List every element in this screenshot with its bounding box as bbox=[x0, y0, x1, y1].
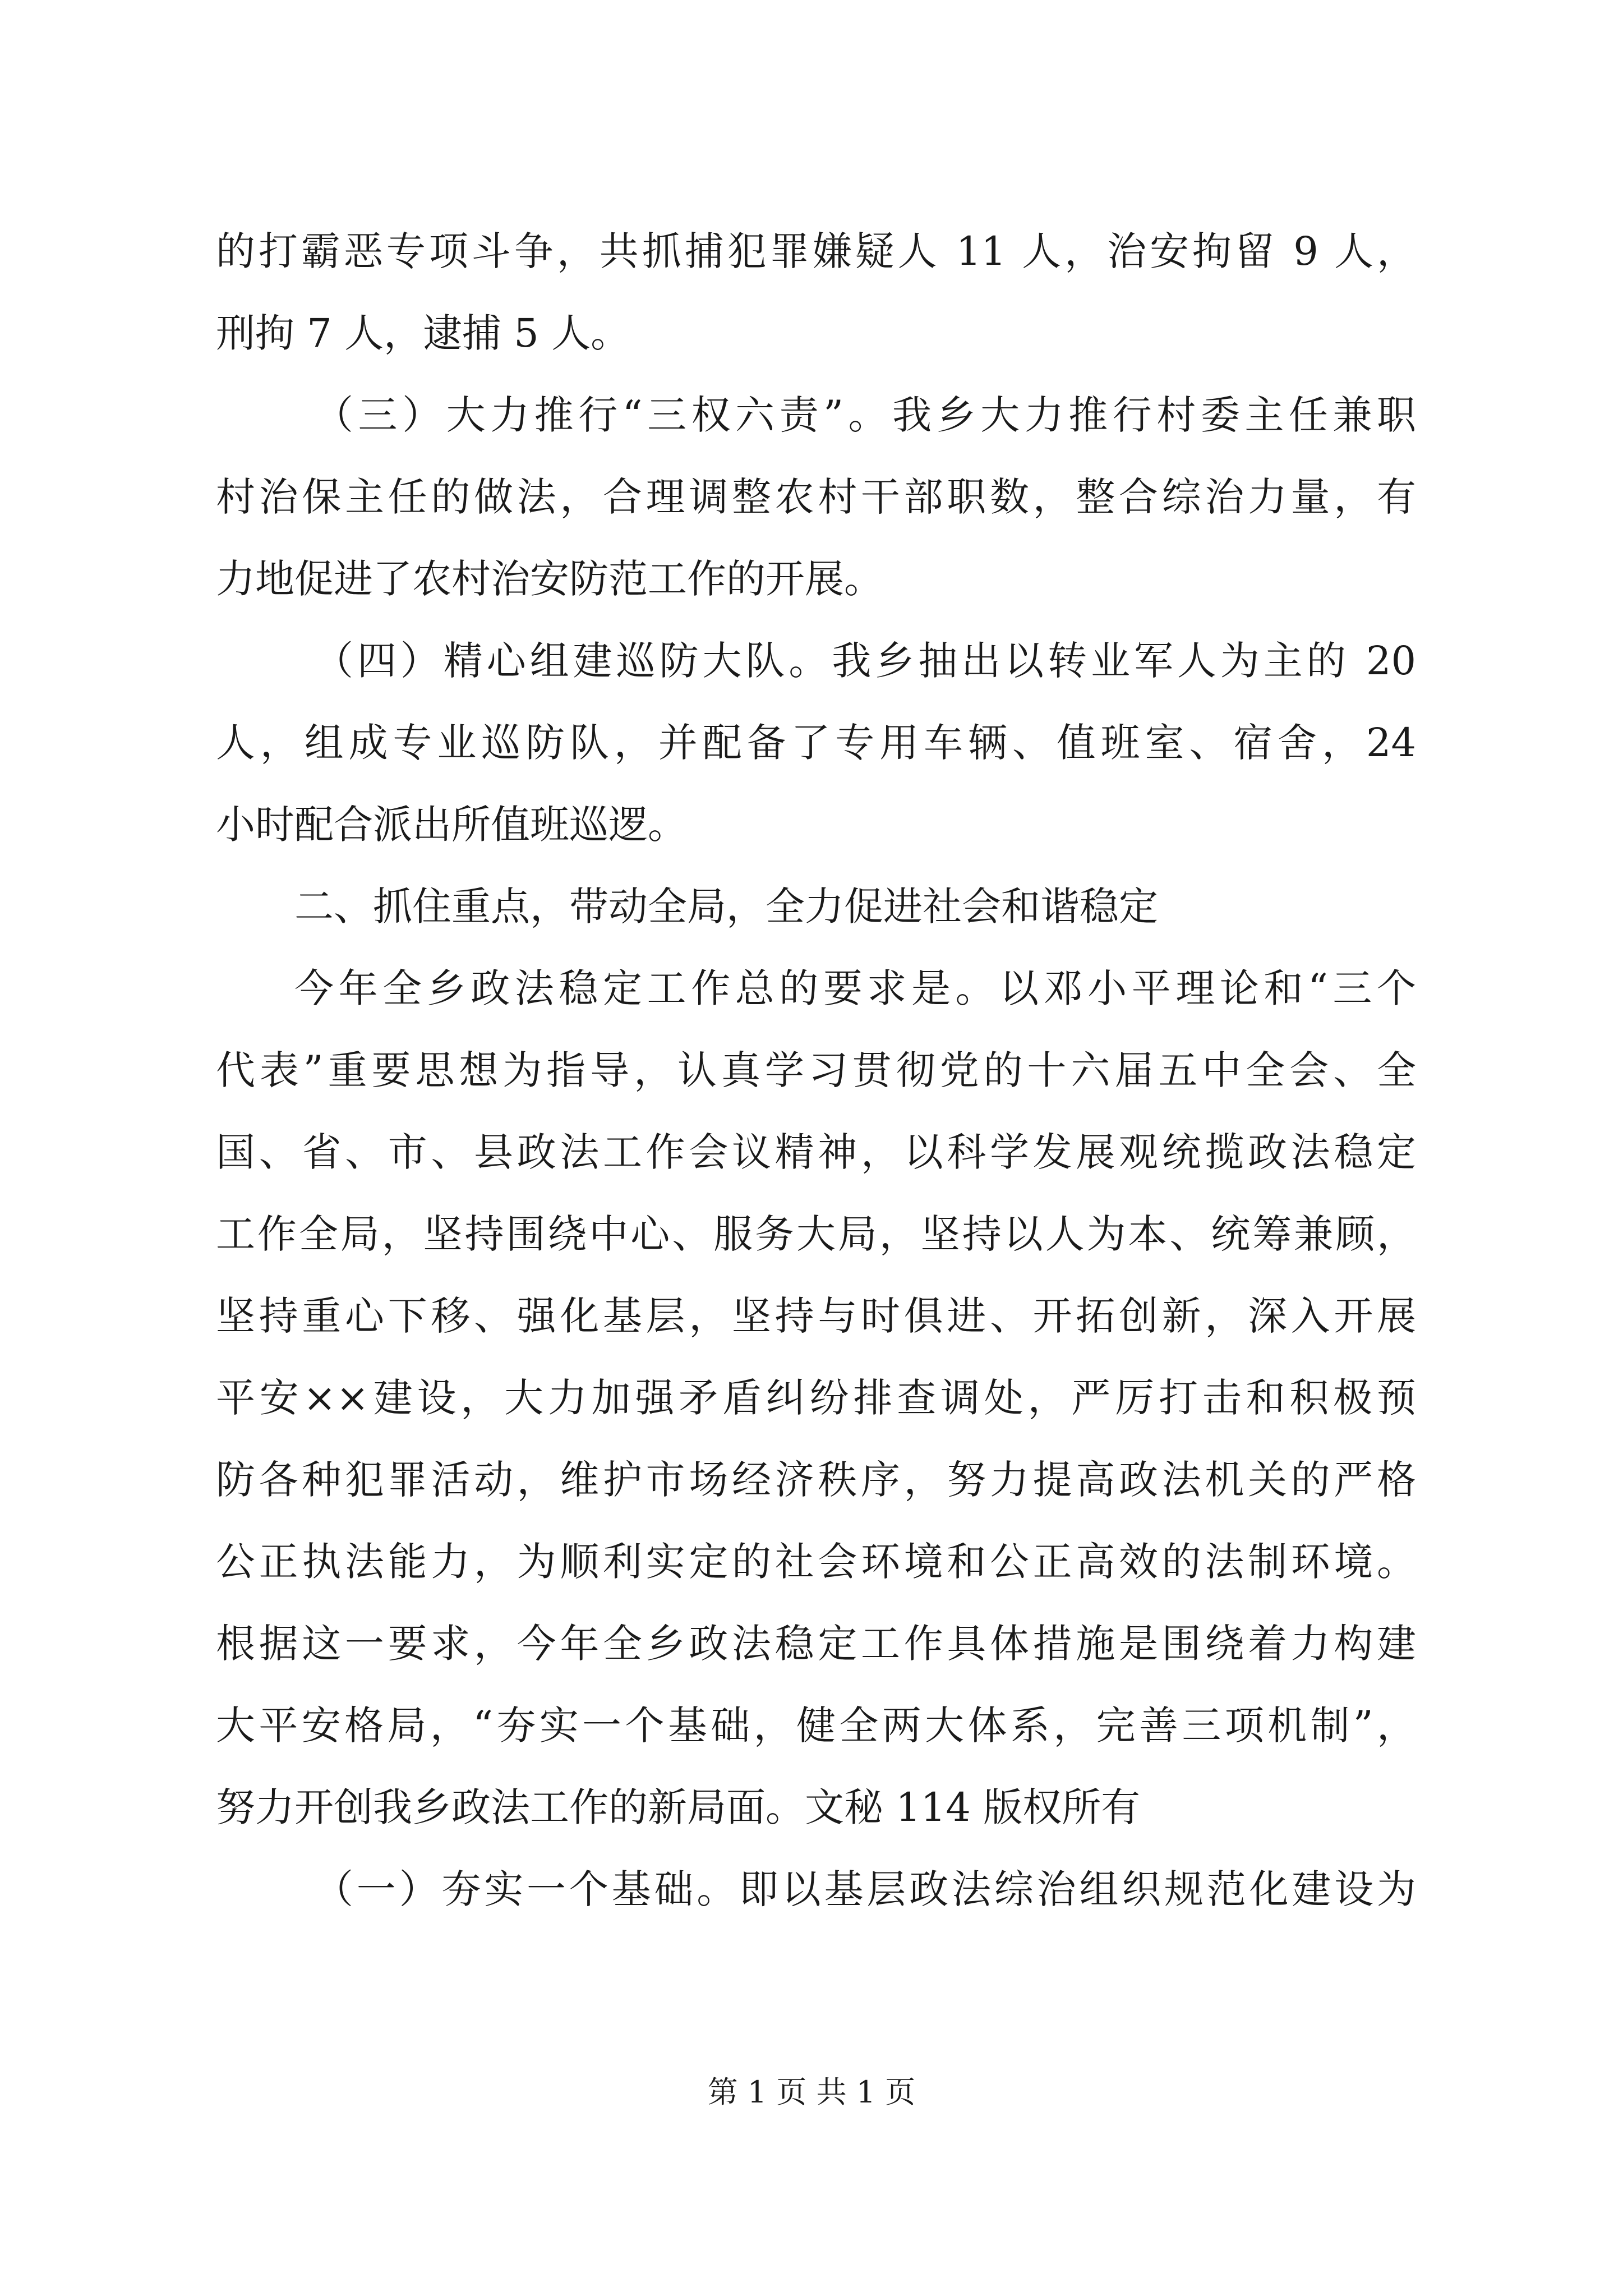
text-line: 国、省、市、县政法工作会议精神，以科学发展观统揽政法稳定 bbox=[216, 1129, 1416, 1175]
text-line: 小时配合派出所值班巡逻。 bbox=[216, 802, 687, 848]
text-line: 根据这一要求，今年全乡政法稳定工作具体措施是围绕着力构建 bbox=[216, 1621, 1416, 1667]
text-line: 今年全乡政法稳定工作总的要求是。以邓小平理论和“三个 bbox=[294, 965, 1416, 1011]
text-line: 坚持重心下移、强化基层，坚持与时俱进、开拓创新，深入开展 bbox=[216, 1293, 1416, 1339]
text-line: 努力开创我乡政法工作的新局面。文秘 114 版权所有 bbox=[216, 1784, 1141, 1830]
text-line: 的打霸恶专项斗争，共抓捕犯罪嫌疑人 11 人，治安拘留 9 人， bbox=[216, 228, 1416, 274]
text-line: 公正执法能力，为顺利实定的社会环境和公正高效的法制环境。 bbox=[216, 1539, 1416, 1585]
text-line: 力地促进了农村治安防范工作的开展。 bbox=[216, 556, 883, 602]
text-line: 人，组成专业巡防队，并配备了专用车辆、值班室、宿舍，24 bbox=[216, 720, 1416, 766]
text-line: 工作全局，坚持围绕中心、服务大局，坚持以人为本、统筹兼顾， bbox=[216, 1211, 1416, 1257]
text-line: 防各种犯罪活动，维护市场经济秩序，努力提高政法机关的严格 bbox=[216, 1457, 1416, 1503]
text-line: （一）夯实一个基础。即以基层政法综治组织规范化建设为 bbox=[314, 1866, 1416, 1912]
text-line: 代表”重要思想为指导，认真学习贯彻党的十六届五中全会、全 bbox=[216, 1047, 1416, 1093]
text-line: 刑拘 7 人，逮捕 5 人。 bbox=[216, 310, 630, 356]
section-heading: 二、抓住重点，带动全局，全力促进社会和谐稳定 bbox=[294, 884, 1158, 930]
page-number-label: 第 1 页 共 1 页 bbox=[707, 2074, 916, 2110]
text-line: 大平安格局，“夯实一个基础，健全两大体系，完善三项机制”， bbox=[216, 1703, 1416, 1749]
text-line: （四）精心组建巡防大队。我乡抽出以转业军人为主的 20 bbox=[314, 638, 1416, 684]
text-line: 平安××建设，大力加强矛盾纠纷排查调处，严厉打击和积极预 bbox=[216, 1375, 1416, 1421]
text-line: 村治保主任的做法，合理调整农村干部职数，整合综治力量，有 bbox=[216, 474, 1416, 520]
document-body bbox=[216, 210, 1416, 1930]
text-line: （三）大力推行“三权六责”。我乡大力推行村委主任兼职 bbox=[314, 392, 1416, 438]
page-footer bbox=[0, 2070, 1623, 2115]
